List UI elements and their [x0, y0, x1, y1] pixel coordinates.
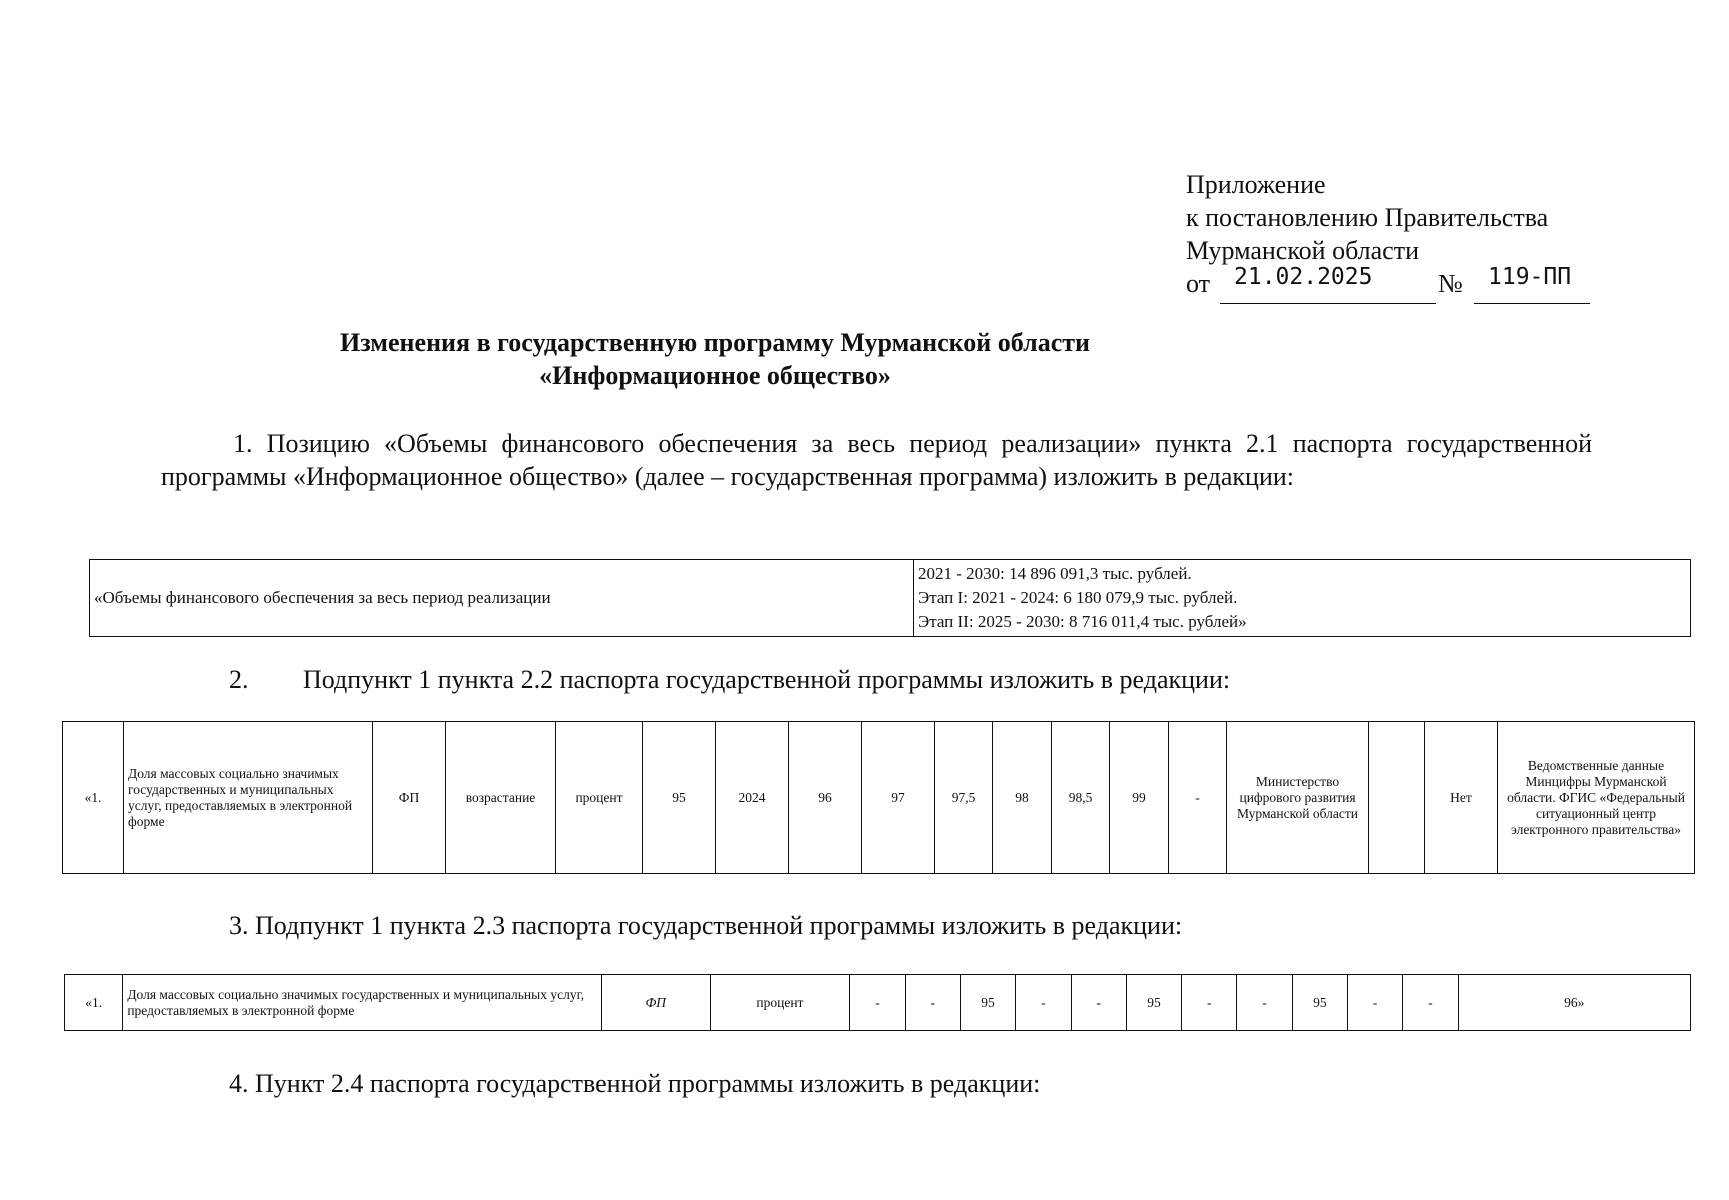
appendix-line-2: к постановлению Правительства	[1186, 203, 1549, 232]
appendix-line-1: Приложение	[1186, 170, 1326, 199]
table-row	[63, 722, 1695, 874]
indicator-value-2029: 98,5	[1052, 722, 1110, 874]
number-sign: №	[1438, 269, 1463, 298]
indicator2-value-9: 95	[1292, 975, 1347, 1031]
indicator2-value-11: -	[1403, 975, 1458, 1031]
indicator-table	[62, 721, 1695, 874]
indicator2-value-6: 95	[1126, 975, 1181, 1031]
date-field	[1220, 264, 1436, 304]
indicator-name: Доля массовых социально значимых государственных и муниципальных услуг, предоставляемых в электронной форме	[124, 722, 373, 874]
indicator-flag: Нет	[1425, 722, 1498, 874]
paragraph-1: 1. Позицию «Объемы финансового обеспечения за весь период реализации» пункта 2.1 паспорта государственной программы «Информационное общество» (далее – государственная программа) изложить в редакции:	[161, 429, 1592, 491]
date-value: 21.02.2025	[1234, 264, 1373, 290]
indicator2-value-2: -	[905, 975, 960, 1031]
indicator-value-2027: 97,5	[935, 722, 993, 874]
indicator-value-2025: 96	[789, 722, 862, 874]
indicator-table-2	[64, 974, 1691, 1031]
title-line-2: «Информационное общество»	[539, 361, 891, 390]
indicator-value-2028: 98	[993, 722, 1052, 874]
indicator2-value-4: -	[1016, 975, 1071, 1031]
indicator-row-number: «1.	[63, 722, 124, 874]
financing-values-cell	[914, 560, 1691, 637]
indicator-value-2030: 99	[1110, 722, 1169, 874]
indicator2-final-value: 96»	[1458, 975, 1690, 1031]
indicator2-value-1: -	[850, 975, 905, 1031]
indicator-base-value: 95	[643, 722, 716, 874]
date-prefix: от	[1186, 269, 1211, 298]
appendix-line-3: Мурманской области	[1186, 236, 1419, 265]
financing-stage-1: Этап I: 2021 - 2024: 6 180 079,9 тыс. рублей.	[918, 588, 1238, 607]
paragraph-3: 3. Подпункт 1 пункта 2.3 паспорта государственной программы изложить в редакции:	[229, 911, 1183, 940]
number-value: 119-ПП	[1488, 264, 1572, 290]
indicator-level: ФП	[373, 722, 446, 874]
appendix-block	[1186, 168, 1572, 307]
indicator-unit: процент	[556, 722, 643, 874]
number-field	[1474, 264, 1590, 304]
document-title	[0, 326, 1430, 392]
indicator-dash-cell: -	[1169, 722, 1227, 874]
indicator-source: Ведомственные данные Минцифры Мурманской области. ФГИС «Федеральный ситуационный центр электронного правительства»	[1498, 722, 1695, 874]
indicator2-value-5: -	[1071, 975, 1126, 1031]
indicator-responsible: Министерство цифрового развития Мурманской области	[1227, 722, 1369, 874]
indicator-trend: возрастание	[446, 722, 556, 874]
indicator2-row-number: «1.	[65, 975, 123, 1031]
appendix-date-row	[1186, 264, 1572, 307]
table-row	[90, 560, 1691, 637]
indicator2-value-3: 95	[960, 975, 1015, 1031]
paragraph-4: 4. Пункт 2.4 паспорта государственной программы изложить в редакции:	[229, 1069, 1041, 1098]
indicator-base-year: 2024	[716, 722, 789, 874]
indicator2-value-8: -	[1237, 975, 1292, 1031]
financing-table	[89, 559, 1691, 637]
paragraph-2-text: Подпункт 1 пункта 2.2 паспорта государственной программы изложить в редакции:	[303, 665, 1231, 694]
table-row	[65, 975, 1691, 1031]
indicator2-level: ФП	[601, 975, 710, 1031]
indicator2-unit: процент	[710, 975, 850, 1031]
indicator-value-2026: 97	[862, 722, 935, 874]
indicator2-value-10: -	[1347, 975, 1402, 1031]
financing-stage-2: Этап II: 2025 - 2030: 8 716 011,4 тыс. рублей»	[918, 612, 1247, 631]
financing-total: 2021 - 2030: 14 896 091,3 тыс. рублей.	[918, 564, 1192, 583]
indicator2-name: Доля массовых социально значимых государственных и муниципальных услуг, предоставляемых в электронной форме	[123, 975, 602, 1031]
title-line-1: Изменения в государственную программу Мурманской области	[340, 328, 1090, 357]
indicator-empty-cell	[1369, 722, 1425, 874]
paragraph-2-number: 2.	[229, 665, 249, 694]
financing-label-cell: «Объемы финансового обеспечения за весь период реализации	[90, 560, 914, 637]
indicator2-value-7: -	[1182, 975, 1237, 1031]
